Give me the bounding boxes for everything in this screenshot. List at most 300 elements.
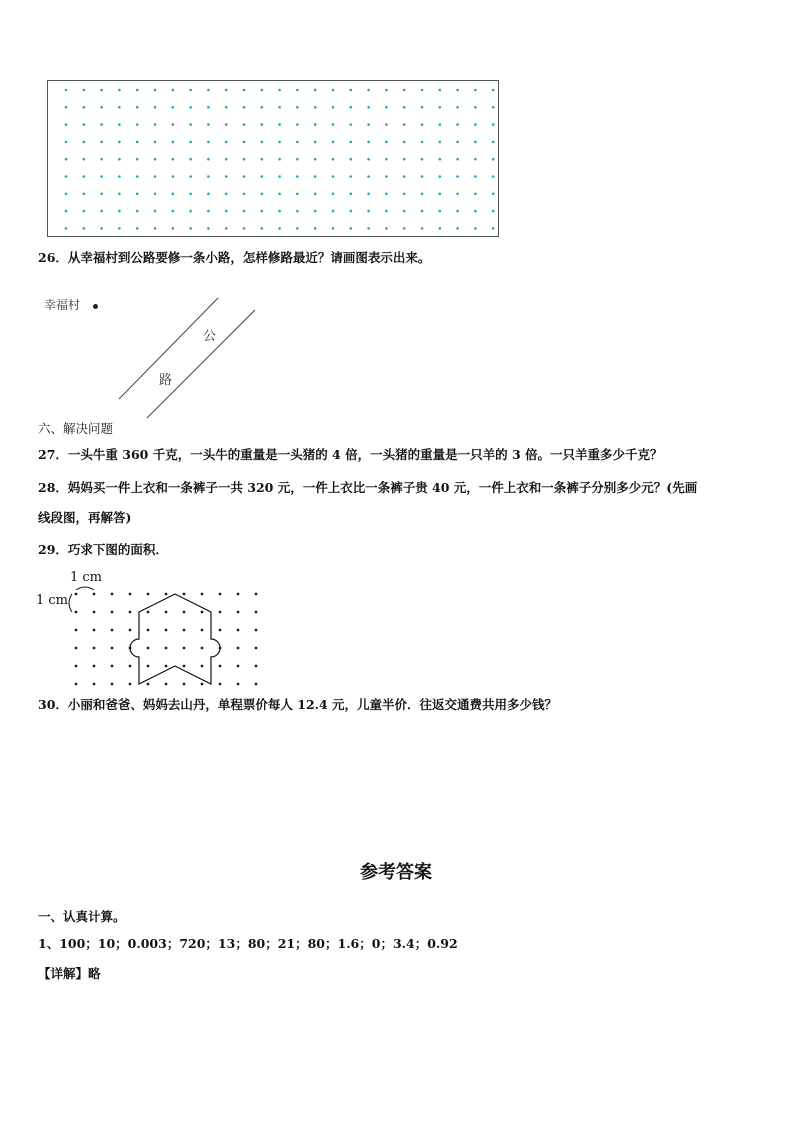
grid-dot (296, 123, 299, 126)
grid-dot (278, 89, 281, 92)
grid-dot (172, 89, 175, 92)
answers-section-1: 一、认真计算。 (38, 909, 126, 924)
grid-dot (261, 193, 264, 196)
figure-dot (75, 683, 78, 686)
grid-dot (456, 89, 459, 92)
grid-dot (189, 89, 192, 92)
figure-dot (255, 683, 258, 686)
figure-dot (111, 647, 114, 650)
figure-dot (255, 629, 258, 632)
grid-dot (367, 210, 370, 213)
grid-dot (261, 123, 264, 126)
grid-dot (65, 89, 68, 92)
grid-dot (118, 193, 121, 196)
grid-dot (314, 123, 317, 126)
grid-dot (172, 141, 175, 144)
grid-dot (100, 141, 103, 144)
grid-dot (367, 123, 370, 126)
figure-dot (93, 683, 96, 686)
figure-dot (165, 593, 168, 596)
figure-dot (165, 665, 168, 668)
grid-dot (296, 106, 299, 109)
grid-dot (421, 123, 424, 126)
grid-dot (278, 106, 281, 109)
figure-dot (183, 611, 186, 614)
grid-dot (65, 141, 68, 144)
grid-dot (474, 123, 477, 126)
grid-dot (350, 210, 353, 213)
figure-dot (111, 611, 114, 614)
grid-dot (421, 210, 424, 213)
grid-dot (492, 123, 495, 126)
grid-dot (154, 106, 157, 109)
grid-dot (278, 141, 281, 144)
grid-dot (65, 227, 68, 230)
grid-dot (439, 227, 442, 230)
grid-dot (385, 106, 388, 109)
grid-dot (456, 123, 459, 126)
grid-dot (136, 175, 139, 178)
grid-dot (278, 175, 281, 178)
answers-detail: 【详解】略 (38, 966, 101, 981)
road-edge-lower (147, 310, 255, 418)
figure-dot (147, 647, 150, 650)
grid-dot (83, 89, 86, 92)
grid-dot (136, 193, 139, 196)
grid-dot (403, 175, 406, 178)
grid-dot (314, 89, 317, 92)
figure-dot (255, 665, 258, 668)
grid-dot (243, 106, 246, 109)
figure-dot (201, 593, 204, 596)
grid-dot (172, 193, 175, 196)
grid-dot (207, 175, 210, 178)
grid-dot (403, 123, 406, 126)
grid-dot (296, 141, 299, 144)
figure-dot (129, 665, 132, 668)
answers-item-1: 1、100；10；0.003；720；13；80；21；80；1.6；0；3.4；0.92 (38, 936, 458, 951)
figure-dot (129, 629, 132, 632)
grid-dot (492, 227, 495, 230)
figure-dot (147, 611, 150, 614)
grid-dot (492, 89, 495, 92)
village-label: 幸福村 (44, 298, 81, 312)
grid-dot (385, 193, 388, 196)
grid-dot (225, 158, 228, 161)
grid-dot (439, 89, 442, 92)
grid-dot (136, 141, 139, 144)
grid-dot (118, 175, 121, 178)
figure-dot (201, 629, 204, 632)
grid-dot (118, 210, 121, 213)
grid-dot (118, 106, 121, 109)
figure-dot (219, 665, 222, 668)
grid-dot (100, 123, 103, 126)
grid-dot (403, 106, 406, 109)
grid-dot (100, 158, 103, 161)
grid-dot (492, 175, 495, 178)
grid-dot (118, 89, 121, 92)
grid-dot (278, 193, 281, 196)
grid-dot (350, 193, 353, 196)
grid-dot (83, 123, 86, 126)
grid-dot (83, 193, 86, 196)
grid-dot (474, 175, 477, 178)
grid-dot (243, 210, 246, 213)
grid-dot (243, 227, 246, 230)
grid-dot (492, 193, 495, 196)
figure-dot (183, 593, 186, 596)
grid-dot (172, 210, 175, 213)
grid-dot (350, 123, 353, 126)
grid-dot (154, 227, 157, 230)
grid-dot (189, 141, 192, 144)
grid-dot (350, 106, 353, 109)
figure-dot (129, 593, 132, 596)
grid-dot (421, 193, 424, 196)
grid-dot (439, 123, 442, 126)
grid-dot (332, 175, 335, 178)
grid-dot (278, 158, 281, 161)
grid-dot (296, 210, 299, 213)
grid-dot (172, 227, 175, 230)
grid-dot (367, 158, 370, 161)
figure-dot (201, 665, 204, 668)
question-26-text: 26．从幸福村到公路要修一条小路，怎样修路最近？请画图表示出来。 (38, 250, 431, 265)
grid-dot (243, 141, 246, 144)
grid-dot (350, 141, 353, 144)
grid-dot (385, 158, 388, 161)
grid-dot (243, 158, 246, 161)
grid-dot (403, 193, 406, 196)
figure-dot (237, 683, 240, 686)
figure-dot (219, 593, 222, 596)
grid-dot (367, 106, 370, 109)
grid-dot (421, 89, 424, 92)
figure-dot (129, 683, 132, 686)
grid-dot (367, 227, 370, 230)
grid-dot (207, 158, 210, 161)
figure-dot (219, 683, 222, 686)
grid-dot (136, 106, 139, 109)
grid-dot (261, 158, 264, 161)
grid-dot (189, 193, 192, 196)
grid-dot (474, 193, 477, 196)
grid-dot (136, 158, 139, 161)
grid-dot (189, 106, 192, 109)
grid-dot (154, 141, 157, 144)
grid-dot (332, 193, 335, 196)
figure-dot (75, 593, 78, 596)
grid-dot (225, 89, 228, 92)
grid-dot (225, 123, 228, 126)
grid-dot (403, 141, 406, 144)
grid-dot (207, 89, 210, 92)
grid-dot (332, 123, 335, 126)
grid-dot (225, 106, 228, 109)
grid-dot (350, 175, 353, 178)
road-diagram (110, 296, 270, 426)
grid-dot (100, 89, 103, 92)
figure-dot (147, 629, 150, 632)
figure-dot (201, 683, 204, 686)
figure-dot (93, 593, 96, 596)
figure-dot (129, 611, 132, 614)
grid-dot (225, 210, 228, 213)
grid-dot (65, 123, 68, 126)
grid-dot (189, 123, 192, 126)
dot-grid-box (47, 80, 499, 237)
grid-dot (225, 175, 228, 178)
grid-dot (296, 175, 299, 178)
grid-dot (367, 175, 370, 178)
grid-dot (367, 193, 370, 196)
grid-dot (278, 227, 281, 230)
grid-dot (261, 175, 264, 178)
grid-dot (456, 141, 459, 144)
grid-dot (474, 141, 477, 144)
grid-dot (172, 158, 175, 161)
grid-dot (332, 158, 335, 161)
grid-dot (439, 193, 442, 196)
grid-dot (314, 141, 317, 144)
figure-dot (165, 611, 168, 614)
grid-dot (403, 158, 406, 161)
grid-dot (261, 141, 264, 144)
figure-dot (237, 665, 240, 668)
grid-dot (421, 106, 424, 109)
grid-dot (261, 89, 264, 92)
grid-dot (100, 193, 103, 196)
grid-dot (439, 141, 442, 144)
grid-dot (65, 193, 68, 196)
grid-dot (172, 175, 175, 178)
grid-dot (385, 210, 388, 213)
grid-dot (492, 106, 495, 109)
grid-dot (100, 227, 103, 230)
grid-dot (421, 175, 424, 178)
grid-dot (421, 158, 424, 161)
grid-dot (83, 175, 86, 178)
figure-dot (183, 665, 186, 668)
grid-dot (118, 227, 121, 230)
grid-dot (207, 227, 210, 230)
grid-dot (154, 158, 157, 161)
grid-dot (65, 106, 68, 109)
grid-dot (225, 141, 228, 144)
grid-dot (207, 210, 210, 213)
grid-dot (332, 141, 335, 144)
figure-dot (75, 629, 78, 632)
figure-dot (93, 611, 96, 614)
grid-dot (350, 89, 353, 92)
question-27-text: 27．一头牛重 360 千克，一头牛的重量是一头猪的 4 倍，一头猪的重量是一只羊的 3 倍。一只羊重多少千克？ (38, 447, 663, 462)
figure-dot (183, 629, 186, 632)
grid-dot (83, 210, 86, 213)
figure-dot (255, 647, 258, 650)
figure-dot (93, 647, 96, 650)
grid-dot (136, 227, 139, 230)
grid-dot (439, 210, 442, 213)
figure-dot (111, 665, 114, 668)
grid-dot (100, 210, 103, 213)
figure-dot (219, 611, 222, 614)
grid-dot (403, 210, 406, 213)
figure-dot (111, 593, 114, 596)
grid-dot (207, 141, 210, 144)
grid-dot (439, 106, 442, 109)
grid-dot (83, 141, 86, 144)
road-label-lu: 路 (159, 373, 173, 388)
grid-dot (261, 210, 264, 213)
question-29-text: 29．巧求下图的面积． (38, 542, 168, 557)
figure-dot (75, 647, 78, 650)
grid-dot (261, 106, 264, 109)
grid-dot (261, 227, 264, 230)
village-dot (93, 304, 98, 309)
grid-dot (136, 123, 139, 126)
grid-dot (439, 158, 442, 161)
grid-dot (296, 89, 299, 92)
grid-dot (492, 141, 495, 144)
grid-dot (367, 141, 370, 144)
figure-dot (147, 665, 150, 668)
grid-dot (189, 227, 192, 230)
grid-dot (421, 227, 424, 230)
figure-dot (147, 683, 150, 686)
grid-dot (314, 193, 317, 196)
grid-dot (207, 193, 210, 196)
grid-dot (207, 123, 210, 126)
grid-dot (154, 123, 157, 126)
grid-dot (474, 158, 477, 161)
grid-dot (332, 89, 335, 92)
grid-dot (278, 210, 281, 213)
figure-dot (237, 629, 240, 632)
grid-dot (136, 89, 139, 92)
figure-dot (255, 593, 258, 596)
grid-dot (65, 175, 68, 178)
figure-outline (130, 594, 220, 684)
section-6-heading: 六、解决问题 (38, 421, 114, 436)
grid-dot (172, 106, 175, 109)
grid-dot (492, 210, 495, 213)
grid-dot (385, 141, 388, 144)
question-28-line1: 28．妈妈买一件上衣和一条裤子一共 320 元，一件上衣比一条裤子贵 40 元，一件上衣和一条裤子分别多少元？(先画 (38, 480, 698, 495)
figure-dot (111, 683, 114, 686)
answers-title: 参考答案 (360, 862, 432, 883)
question-28-line2: 线段图，再解答) (38, 510, 132, 525)
figure-dot (93, 665, 96, 668)
grid-dot (332, 106, 335, 109)
figure-dot (111, 629, 114, 632)
grid-dot (332, 210, 335, 213)
unit-bracket-left (69, 594, 72, 612)
figure-dot (237, 593, 240, 596)
grid-dot (207, 106, 210, 109)
grid-dot (278, 123, 281, 126)
grid-dot (83, 227, 86, 230)
grid-dot (456, 106, 459, 109)
grid-dot (154, 89, 157, 92)
grid-dot (189, 158, 192, 161)
grid-dot (385, 227, 388, 230)
grid-dot (385, 89, 388, 92)
grid-dot (243, 175, 246, 178)
grid-dot (456, 193, 459, 196)
figure-dot (75, 611, 78, 614)
grid-dot (296, 193, 299, 196)
grid-dot (314, 106, 317, 109)
grid-dot (243, 193, 246, 196)
figure-dot (165, 683, 168, 686)
figure-dot (147, 593, 150, 596)
grid-dot (100, 106, 103, 109)
figure-dot (237, 611, 240, 614)
grid-dot (65, 158, 68, 161)
grid-dot (243, 89, 246, 92)
grid-dot (332, 227, 335, 230)
unit-label-top: 1 cm (70, 570, 103, 585)
grid-dot (136, 210, 139, 213)
grid-dot (154, 210, 157, 213)
grid-dot (83, 106, 86, 109)
grid-dot (225, 227, 228, 230)
grid-dot (296, 227, 299, 230)
figure-dot (201, 647, 204, 650)
grid-dot (367, 89, 370, 92)
grid-dot (456, 158, 459, 161)
figure-dot (255, 611, 258, 614)
grid-dot (403, 227, 406, 230)
figure-dot (165, 629, 168, 632)
road-label-gong: 公 (203, 329, 217, 344)
grid-dot (474, 106, 477, 109)
grid-dot (65, 210, 68, 213)
grid-dot (118, 141, 121, 144)
grid-dot (314, 175, 317, 178)
grid-dot (189, 175, 192, 178)
grid-dot (118, 123, 121, 126)
area-figure (60, 578, 290, 688)
unit-label-left: 1 cm (36, 593, 69, 608)
grid-dot (456, 210, 459, 213)
figure-dot (93, 629, 96, 632)
grid-dot (189, 210, 192, 213)
figure-dot (237, 647, 240, 650)
grid-dot (350, 227, 353, 230)
grid-dot (439, 175, 442, 178)
grid-dot (474, 210, 477, 213)
grid-dot (474, 227, 477, 230)
grid-dot (172, 123, 175, 126)
unit-bracket-top (76, 587, 94, 590)
figure-dot (165, 647, 168, 650)
grid-dot (225, 193, 228, 196)
grid-dot (474, 89, 477, 92)
grid-dot (421, 141, 424, 144)
grid-dot (314, 227, 317, 230)
grid-dot (314, 158, 317, 161)
grid-dot (314, 210, 317, 213)
dot-grid (48, 81, 498, 236)
figure-dot (183, 683, 186, 686)
grid-dot (296, 158, 299, 161)
grid-dot (118, 158, 121, 161)
grid-dot (492, 158, 495, 161)
question-30-text: 30．小丽和爸爸、妈妈去山丹，单程票价每人 12.4 元，儿童半价．往返交通费共用多少钱？ (38, 697, 558, 712)
grid-dot (83, 158, 86, 161)
